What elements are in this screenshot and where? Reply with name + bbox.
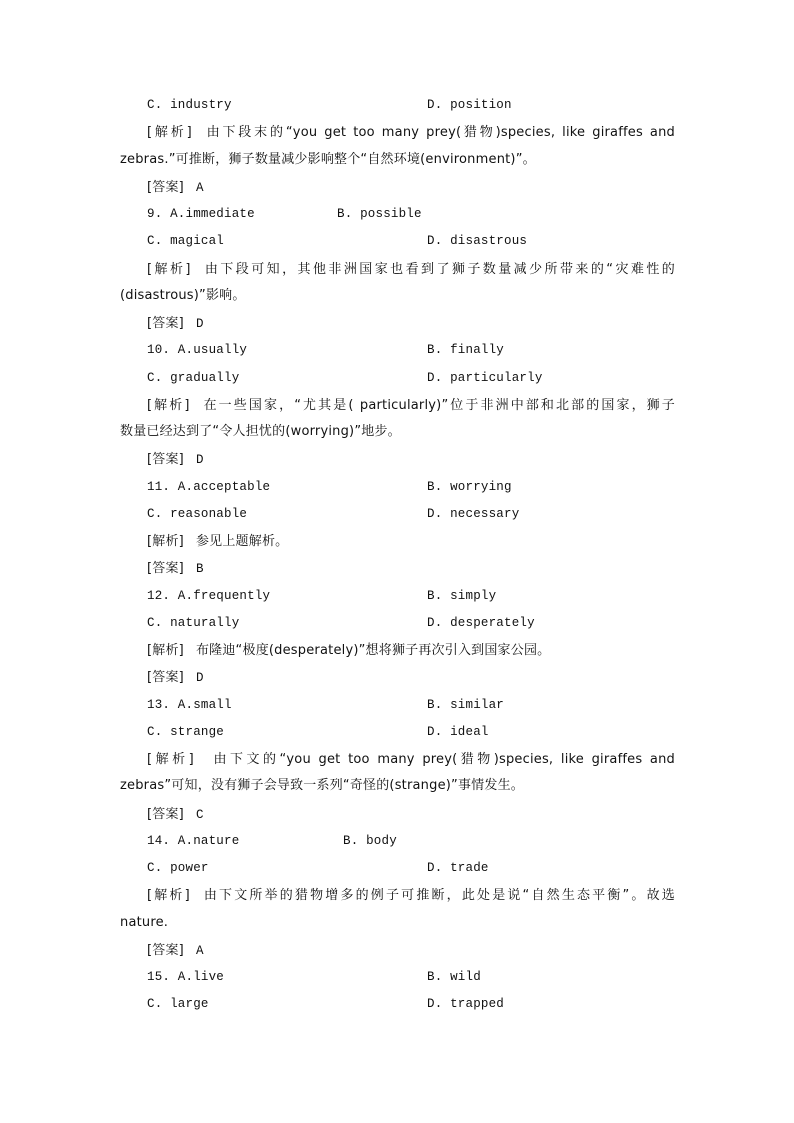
option-right: D. particularly [427,370,543,385]
option-right: D. trade [427,861,489,875]
answer-value: A [195,180,204,195]
option-row [147,504,675,524]
option-row [147,477,675,497]
option-right: B. wild [427,970,481,984]
analysis-line [147,640,675,661]
option-row [147,613,675,633]
answer-value: D [195,671,204,686]
option-right: D. trapped [427,997,505,1012]
option-right: D. necessary [427,506,520,521]
option-row [147,967,675,987]
analysis-tag: [解析] [147,643,184,658]
option-right: B. worrying [427,479,512,494]
option-right: D. position [427,98,512,112]
analysis-continuation: 数量已经达到了“令人担忧的(worrying)”地步。 [120,424,401,439]
analysis-line [147,885,675,906]
option-left: C. industry [147,98,232,112]
answer-tag: [答案] [147,316,184,331]
option-left: C. power [147,861,209,875]
answer-value: B [195,562,204,577]
analysis-tag: [解析] [147,534,184,549]
analysis-text: 由下文的“you get too many prey(猎物)species, like giraffes and [205,752,675,767]
option-row [147,722,675,742]
option-left: C. strange [147,724,225,739]
analysis-line [147,749,675,770]
option-left: C. naturally [147,615,240,630]
option-row [147,695,675,715]
answer-line [147,940,675,961]
analysis-text: 由下段可知，其他非洲国家也看到了狮子数量减少所带来的“灾难性的 [202,261,676,277]
option-row [147,340,675,360]
analysis-continuation: nature. [120,914,169,930]
option-row [147,95,675,115]
option-left: C. reasonable [147,506,248,521]
option-left: 9. A.immediate [147,207,255,221]
option-left: 12. A.frequently [147,588,271,603]
option-left: 15. A.live [147,970,225,984]
option-row [147,858,675,878]
answer-line [147,177,675,198]
analysis-continuation: zebras”可知，没有狮子会导致一系列“奇怪的(strange)”事情发生。 [120,778,524,794]
option-right: B. finally [427,343,505,358]
answer-tag: [答案] [147,806,184,822]
option-right: D. ideal [427,724,489,739]
answer-tag: [答案] [147,452,184,468]
answer-value: A [195,943,204,958]
analysis-text: 布隆迪“极度(desperately)”想将狮子再次引入到国家公园。 [195,643,551,658]
answer-line [147,558,675,579]
answer-line [147,313,675,334]
option-left: C. gradually [147,370,240,385]
answer-value: D [195,453,204,468]
option-row [147,231,675,251]
option-left: C. magical [147,234,225,249]
option-row [147,994,675,1014]
answer-tag: [答案] [147,942,184,958]
answer-line [147,804,675,825]
analysis-continuation: zebras.”可推断，狮子数量减少影响整个“自然环境(environment)”。 [120,151,536,167]
option-right: B. possible [337,207,422,221]
option-row [147,831,675,851]
answer-line [147,667,675,688]
answer-value: C [195,807,204,822]
analysis-text: 参见上题解析。 [195,534,289,549]
option-right: B. body [343,833,397,848]
answer-value: D [195,317,204,331]
answer-line [147,449,675,470]
analysis-line [147,122,675,143]
answer-tag: [答案] [147,670,184,686]
option-left: 13. A.small [147,697,232,712]
option-right: D. disastrous [427,234,528,249]
option-left: C. large [147,997,209,1012]
option-row [147,204,675,224]
analysis-tag: [解析] [147,752,194,767]
option-left: 10. A.usually [147,343,248,358]
option-right: B. similar [427,697,505,712]
option-left: 14. A.nature [147,833,240,848]
analysis-continuation: (disastrous)”影响。 [120,287,246,303]
option-right: B. simply [427,588,497,603]
option-row [147,368,675,388]
answer-tag: [答案] [147,561,184,577]
analysis-tag: [解析] [147,261,191,277]
analysis-tag: [解析] [147,888,190,904]
analysis-line [147,531,675,552]
answer-tag: [答案] [147,179,184,195]
analysis-line [147,395,675,416]
analysis-tag: [解析] [147,125,192,141]
analysis-tag: [解析] [147,397,190,413]
analysis-text: 在一些国家，“尤其是( particularly)”位于非洲中部和北部的国家，狮子 [201,397,675,413]
option-right: D. desperately [427,615,535,630]
option-row [147,586,675,606]
analysis-line [147,259,675,280]
analysis-text: 由下段末的“you get too many prey(猎物)species, like giraffes and [203,125,675,141]
option-left: 11. A.acceptable [147,479,271,494]
analysis-text: 由下文所举的猎物增多的例子可推断，此处是说“自然生态平衡”。故选 [201,888,675,904]
